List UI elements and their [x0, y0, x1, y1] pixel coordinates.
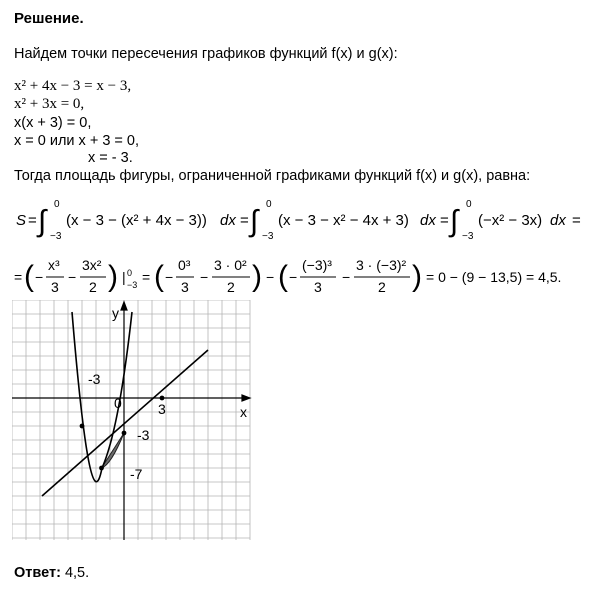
svg-text:∫: ∫ — [38, 205, 47, 238]
svg-text:−: − — [68, 269, 77, 285]
point-marker — [160, 396, 165, 401]
area-intro-text: Тогда площадь фигуры, ограниченной графиками функций f(x) и g(x), равна: — [14, 168, 531, 184]
svg-text:−3: −3 — [462, 231, 474, 242]
svg-text:): ) — [252, 260, 262, 293]
svg-text:0: 0 — [266, 199, 272, 210]
x-axis-label: x — [240, 404, 247, 420]
graph-grid — [12, 300, 250, 540]
svg-text:S: S — [16, 212, 27, 229]
equation-line-4: x = 0 или x + 3 = 0, — [14, 133, 140, 149]
svg-text:−: − — [165, 269, 174, 285]
svg-text:=: = — [14, 269, 23, 285]
svg-text:3 · (−3)²: 3 · (−3)² — [356, 257, 407, 273]
svg-text:dx: dx — [550, 212, 566, 229]
svg-text:3: 3 — [314, 279, 322, 295]
svg-text:x³: x³ — [48, 257, 60, 273]
intro-text: Найдем точки пересечения графиков функций f(x) и g(x): — [14, 46, 398, 62]
function-graph — [12, 300, 262, 550]
svg-text:): ) — [108, 260, 118, 293]
parabola-curve — [72, 312, 132, 482]
point-marker — [99, 466, 104, 471]
evaluation-formula — [10, 252, 590, 302]
svg-text:(−3)³: (−3)³ — [302, 257, 332, 273]
integral-formula-graphic — [10, 195, 590, 245]
svg-text:0: 0 — [127, 268, 133, 278]
solution-heading: Решение. — [14, 10, 84, 27]
label-neg3-right: -3 — [137, 427, 150, 443]
svg-text:(: ( — [24, 260, 34, 293]
svg-text:(: ( — [278, 260, 288, 293]
svg-text:=: = — [142, 269, 151, 285]
svg-text:(: ( — [154, 260, 164, 293]
integral-formula — [10, 195, 590, 245]
equation-line-1: x² + 4x − 3 = x − 3, — [14, 78, 132, 94]
svg-text:0: 0 — [466, 199, 472, 210]
svg-text:=: = — [440, 212, 449, 229]
svg-text:−: − — [289, 269, 298, 285]
equation-line-2: x² + 3x = 0, — [14, 96, 85, 112]
svg-text:=: = — [240, 212, 249, 229]
label-neg7: -7 — [130, 466, 143, 482]
svg-text:3x²: 3x² — [82, 257, 102, 273]
svg-text:2: 2 — [378, 279, 386, 295]
svg-text:2: 2 — [89, 279, 97, 295]
svg-text:−: − — [200, 269, 209, 285]
evaluation-formula-graphic — [10, 252, 590, 302]
svg-text:0: 0 — [54, 199, 60, 210]
svg-text:dx: dx — [420, 212, 436, 229]
graph-axes — [12, 302, 250, 540]
svg-text:(x − 3 − (x² + 4x − 3)): (x − 3 − (x² + 4x − 3)) — [66, 212, 207, 229]
svg-text:−3: −3 — [262, 231, 274, 242]
svg-text:=: = — [572, 212, 581, 229]
y-axis-label: y — [112, 305, 119, 321]
svg-text:3: 3 — [51, 279, 59, 295]
svg-text:−: − — [266, 269, 275, 285]
svg-text:(−x² − 3x): (−x² − 3x) — [478, 212, 543, 229]
svg-text:=: = — [28, 212, 37, 229]
svg-text:2: 2 — [227, 279, 235, 295]
svg-text:3: 3 — [181, 279, 189, 295]
svg-text:(x − 3 − x² − 4x + 3): (x − 3 − x² − 4x + 3) — [278, 212, 409, 229]
svg-text:): ) — [412, 260, 422, 293]
point-marker — [80, 424, 85, 429]
svg-text:−: − — [342, 269, 351, 285]
svg-text:= 0 − (9 − 13,5) = 4,5.: = 0 − (9 − 13,5) = 4,5. — [426, 269, 562, 285]
answer-label: Ответ: — [14, 565, 61, 581]
answer-line — [14, 565, 89, 581]
svg-text:dx: dx — [220, 212, 236, 229]
svg-text:−3: −3 — [50, 231, 62, 242]
equation-line-5: x = - 3. — [88, 150, 133, 166]
svg-text:−: − — [35, 269, 44, 285]
x-tick-label-3: 3 — [158, 401, 166, 417]
answer-value: 4,5. — [64, 565, 90, 581]
svg-text:|: | — [122, 269, 126, 285]
origin-label: 0 — [114, 395, 122, 411]
point-marker — [122, 431, 127, 436]
svg-text:−3: −3 — [127, 280, 138, 290]
svg-text:0³: 0³ — [178, 257, 191, 273]
svg-text:3 · 0²: 3 · 0² — [214, 257, 247, 273]
equation-line-3: x(x + 3) = 0, — [14, 115, 92, 131]
svg-text:∫: ∫ — [450, 205, 459, 238]
svg-text:∫: ∫ — [250, 205, 259, 238]
label-neg3-left: -3 — [88, 371, 101, 387]
